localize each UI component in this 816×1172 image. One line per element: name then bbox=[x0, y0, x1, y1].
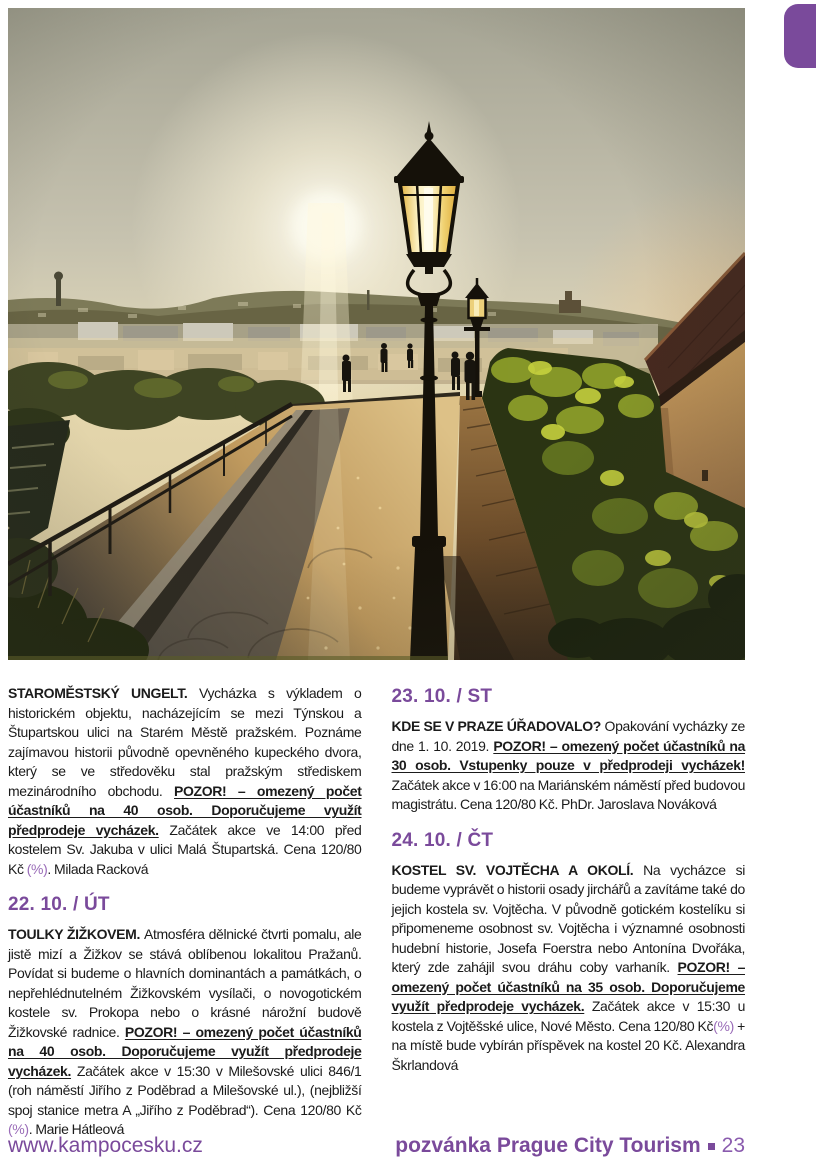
text-segment-lead: TOULKY ŽIŽKOVEM. bbox=[8, 926, 144, 942]
event-paragraph bbox=[8, 684, 362, 879]
text-segment-normal: Začátek akce v 15:30 u kostela z Vojtěšské ulice, Nové Město. Cena 120/80 Kč bbox=[391, 998, 746, 1034]
event-paragraph bbox=[392, 717, 746, 815]
footer bbox=[8, 1134, 745, 1158]
text-segment-normal: Opakování vycházky ze dne 1. 10. 2019. bbox=[391, 718, 745, 754]
text-segment-alert: POZOR! – omezený počet účastníků na 40 osob. Doporučujeme využít předprodeje vycházek. bbox=[8, 782, 362, 838]
right-column bbox=[392, 684, 746, 1146]
text-segment-alert: POZOR! – omezený počet účastníků na 35 osob. Doporučujeme využít předprodeje vycházek. bbox=[391, 959, 745, 1014]
text-segment-normal: Na vycházce si budeme vyprávět o historii osady jirchářů a zavítáme také do jejich kostela sv. Vojtěcha. V původně gotickém kostelíku si připomeneme osobnost sv. Vojtěcha i významné osobnosti hudební historie, Josefa Foerstra nebo Antonína Dvořáka, který zde zahájil svou dráhu coby varhaník. bbox=[391, 861, 745, 975]
footer-publication-block bbox=[395, 1134, 745, 1158]
text-segment-normal: Vycházka s výkladem o historickém objektu, nacházejícím se mezi Týnskou a Štupartskou ulici na Starém Městě pražském. Poznáme zajímavou historii původně opevněného kupeckého dvora, který se ve středověku stal pražským střediskem mezinárodního obchodu. bbox=[8, 685, 362, 799]
text-segment-promo: (%) bbox=[8, 1121, 29, 1137]
date-heading: 22. 10. / ÚT bbox=[8, 894, 110, 915]
event-paragraph bbox=[392, 861, 746, 1076]
text-segment-normal: . Milada Racková bbox=[47, 860, 149, 877]
text-segment-lead: KOSTEL SV. VOJTĚCHA A OKOLÍ. bbox=[391, 861, 644, 878]
text-segment-normal: + na místě bude vybírán příspěvek na kostel 20 Kč. Alexandra Škrlandová bbox=[391, 1017, 745, 1073]
corner-tab bbox=[784, 4, 816, 68]
text-segment-lead: STAROMĚSTSKÝ UNGELT. bbox=[8, 685, 199, 701]
text-segment-lead: KDE SE V PRAZE ÚŘADOVALO? bbox=[391, 718, 605, 734]
footer-website-link[interactable]: www.kampocesku.cz bbox=[8, 1134, 203, 1157]
text-segment-normal: Začátek akce v 16:00 na Mariánském náměstí před budovou magistrátu. Cena 120/80 Kč. PhDr. Jaroslava Nováková bbox=[391, 776, 745, 812]
text-segment-promo: (%) bbox=[26, 860, 48, 877]
text-columns bbox=[8, 684, 745, 1146]
text-segment-normal: Atmosféra dělnické čtvrti pomalu, ale jistě mizí a Žižkov se stává oblíbenou lokalitou Pražanů. Povídat si budeme o hlavních dominantách a památkách, o nepřehlédnutelném Žižkovském vysílači, o novogotickém kostele sv. Prokopa nebo o krásné nárožní budově Žižkovské radnice. bbox=[8, 926, 362, 1040]
footer-page-number: 23 bbox=[721, 1134, 745, 1157]
footer-separator-icon bbox=[708, 1143, 715, 1150]
left-column bbox=[8, 684, 362, 1146]
event-paragraph bbox=[8, 925, 362, 1140]
text-segment-promo: (%) bbox=[713, 1017, 734, 1034]
text-segment-alert: POZOR! – omezený počet účastníků na 30 osob. Vstupenky pouze v předprodeji vycházek! bbox=[391, 737, 746, 773]
text-segment-normal: Začátek akce v 15:30 v Milešovské ulici 846/1 (roh náměstí Jiřího z Poděbrad a Milešovské ul.), (nejbližší spoj stanice metra A „Jiřího z Poděbrad“). Cena 120/80 Kč bbox=[8, 1062, 362, 1118]
date-heading: 24. 10. / ČT bbox=[391, 829, 494, 851]
footer-publication-title: pozvánka Prague City Tourism bbox=[395, 1134, 701, 1157]
hero-photo bbox=[8, 8, 745, 660]
text-segment-normal: Začátek akce ve 14:00 před kostelem Sv. Jakuba v ulici Malá Štupartská. Cena 120/80 Kč bbox=[8, 821, 362, 877]
text-segment-normal: . Marie Hátleová bbox=[28, 1121, 125, 1137]
prague-sunset-illustration bbox=[8, 8, 745, 660]
text-segment-alert: POZOR! – omezený počet účastníků na 40 osob. Doporučujeme využít předprodeje vycházek. bbox=[8, 1023, 362, 1079]
date-heading: 23. 10. / ST bbox=[391, 686, 493, 707]
